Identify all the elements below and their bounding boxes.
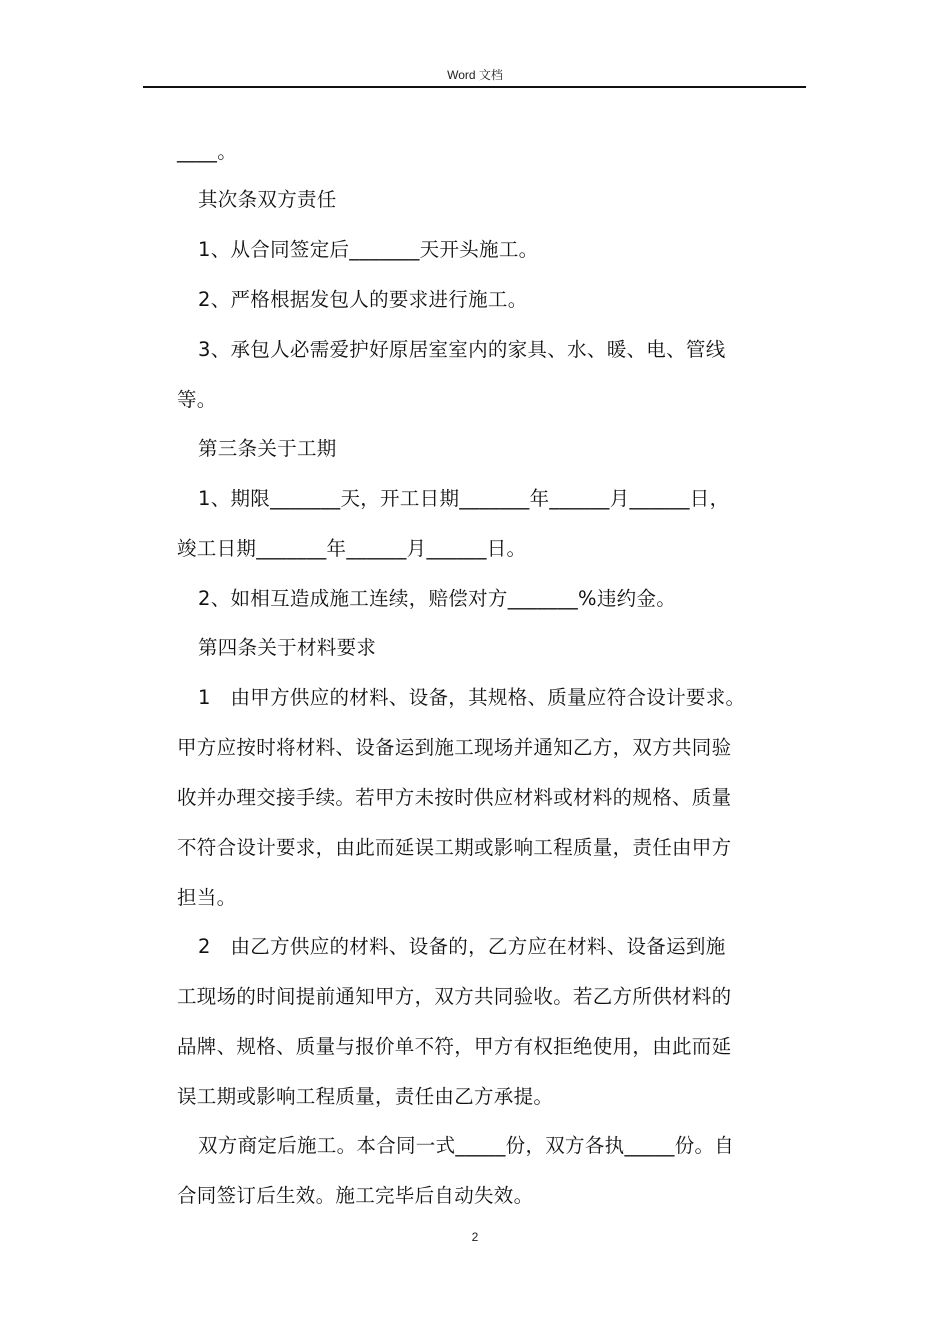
text-line: 双方商定后施工。本合同一式_____份，双方各执_____份。自 — [198, 1134, 735, 1157]
text-line: 品牌、规格、质量与报价单不符，甲方有权拒绝使用，由此而延 — [177, 1035, 732, 1058]
page-number: 2 — [471, 1230, 479, 1244]
text-line: 3、承包人必需爱护好原居室室内的家具、水、暖、电、管线 — [198, 338, 726, 361]
section-heading: 第三条关于工期 — [198, 437, 337, 460]
text-line: 2 由乙方供应的材料、设备的，乙方应在材料、设备运到施 — [198, 935, 726, 958]
text-line: 收并办理交接手续。若甲方未按时供应材料或材料的规格、质量 — [177, 786, 732, 809]
document-header: Word 文档 — [447, 68, 503, 82]
text-line: 合同签订后生效。施工完毕后自动失效。 — [177, 1184, 534, 1207]
text-line: 等。 — [177, 388, 217, 411]
text-line: ____。 — [177, 140, 237, 163]
text-line: 2、如相互造成施工连续，赔偿对方_______%违约金。 — [198, 587, 677, 610]
text-line: 甲方应按时将材料、设备运到施工现场并通知乙方，双方共同验 — [177, 736, 732, 759]
text-line: 1 由甲方供应的材料、设备，其规格、质量应符合设计要求。 — [198, 686, 746, 709]
text-line: 竣工日期_______年______月______日。 — [177, 537, 527, 560]
text-line: 工现场的时间提前通知甲方，双方共同验收。若乙方所供材料的 — [177, 985, 732, 1008]
text-line: 1、从合同签定后_______天开头施工。 — [198, 238, 539, 261]
text-line: 担当。 — [177, 886, 237, 909]
text-line: 误工期或影响工程质量，责任由乙方承提。 — [177, 1085, 554, 1108]
text-line: 不符合设计要求，由此而延误工期或影响工程质量，责任由甲方 — [177, 836, 732, 859]
section-heading: 其次条双方责任 — [198, 188, 337, 211]
text-line: 1、期限_______天，开工日期_______年______月______日， — [198, 487, 730, 510]
text-line: 2、严格根据发包人的要求进行施工。 — [198, 288, 528, 311]
section-heading: 第四条关于材料要求 — [198, 636, 377, 659]
